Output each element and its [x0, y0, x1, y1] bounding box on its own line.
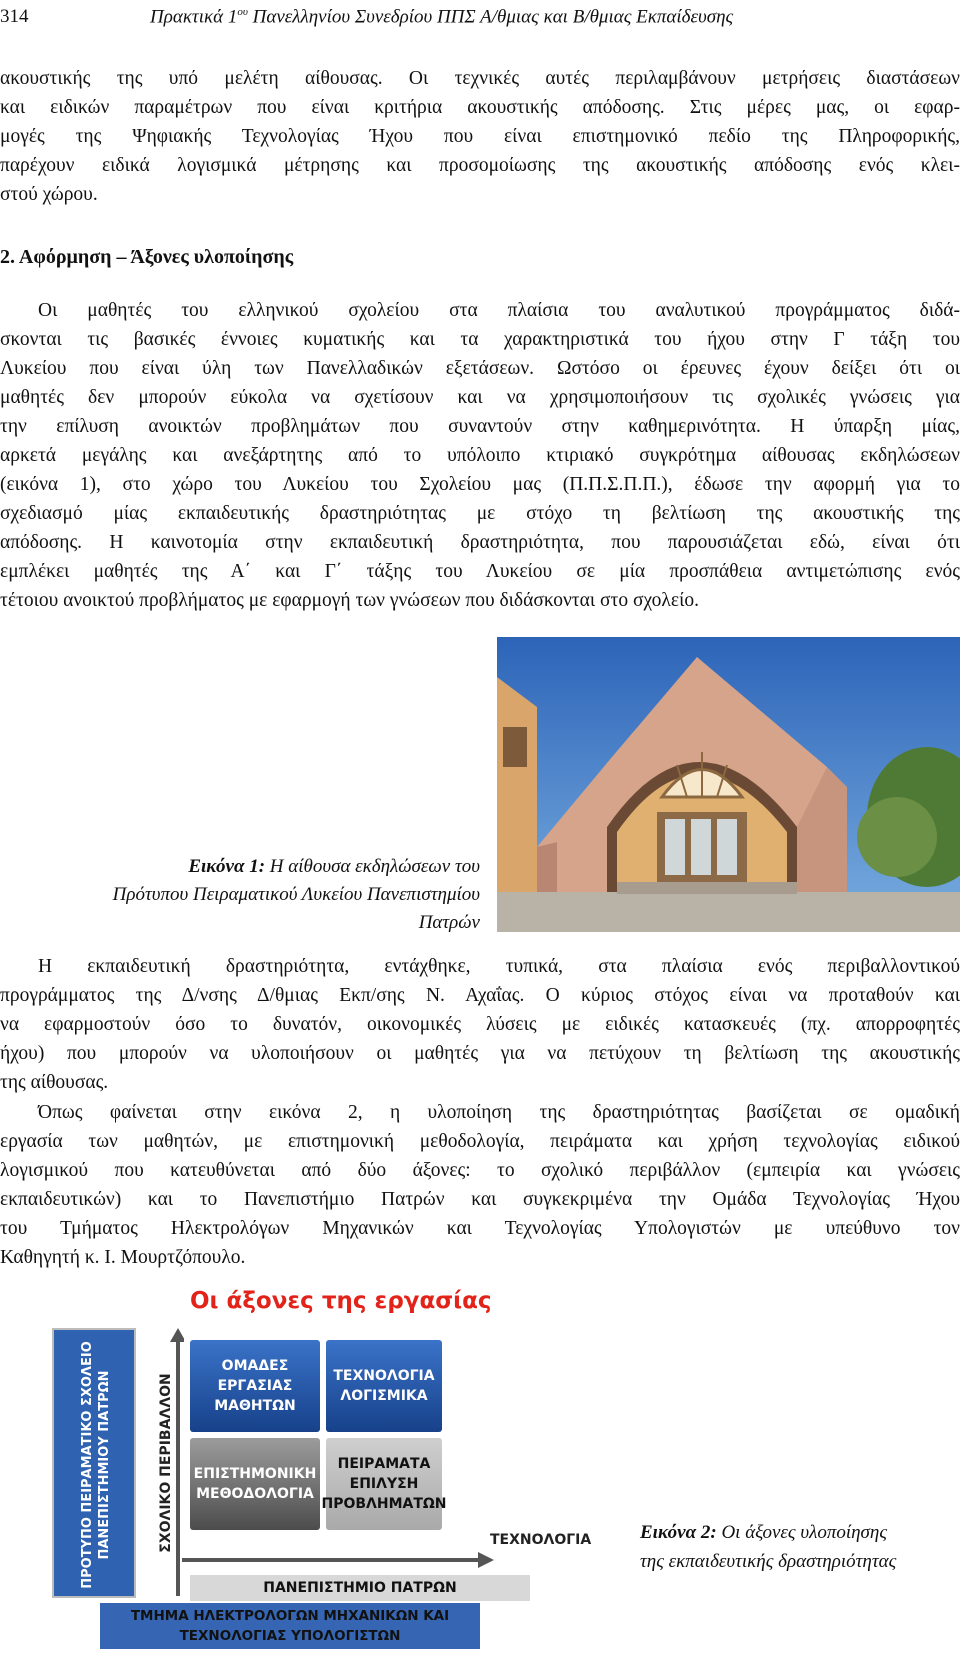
- department-bar: [100, 1603, 480, 1649]
- text-line: λογισμικού που κατευθύνεται από δύο άξονες: το σχολικό περιβάλλον (εμπειρία και γνώσεις: [0, 1160, 960, 1181]
- box-student-groups: [190, 1340, 320, 1432]
- box-br-line3: ΠΡΟΒΛΗΜΑΤΩΝ: [321, 1496, 447, 1512]
- running-title-post: Πανελληνίου Συνεδρίου ΠΠΣ Α/θμιας και Β/θμιας Εκπαίδευσης: [247, 6, 734, 28]
- text-line: σκονται τις βασικές έννοιες κυματικής και τα χαρακτηριστικά του ήχου στην Γ τάξη του: [0, 329, 960, 350]
- box-tr-line2: ΛΟΓΙΣΜΙΚΑ: [340, 1388, 428, 1404]
- text-line: μαθητές δεν μπορούν εύκολα να σχετίσουν και να χρησιμοποιήσουν τις σχολικές γνώσεις για: [0, 387, 960, 408]
- text-line: απόδοσης. Η καινοτομία στην εκπαιδευτική δραστηριότητα, που παρουσιάζεται εδώ, είναι ότι: [0, 532, 960, 553]
- figure-1-caption-line2: Πρότυπου Πειραματικού Λυκείου Πανεπιστημίου: [112, 884, 480, 905]
- horizontal-axis-label: ΤΕΧΝΟΛΟΓΙΑ: [490, 1532, 592, 1548]
- figure-2-caption-line1: Οι άξονες υλοποίησης: [716, 1522, 888, 1543]
- school-line2: ΠΑΝΕΠΙΣΤΗΜΙΟΥ ΠΑΤΡΩΝ: [97, 1370, 112, 1560]
- box-br-line1: ΠΕΙΡΑΜΑΤΑ: [337, 1456, 431, 1472]
- school-vertical-text: [54, 1330, 138, 1600]
- text-line: προγράμματος της Δ/νσης Δ/θμιας Εκπ/σης Ν. Αχαΐας. Ο κύριος στόχος είναι να προταθούν και: [0, 985, 960, 1006]
- figure-2-diagram: [40, 1288, 640, 1660]
- diagram-title: Οι άξονες της εργασίας: [190, 1288, 492, 1314]
- text-line: Λυκείου που είναι ύλη των Πανελλαδικών εξετάσεων. Ωστόσο οι έρευνες έχουν δείξει ότι οι: [0, 358, 960, 379]
- running-title: [150, 6, 733, 28]
- text-line: εκπαιδευτικών) και το Πανεπιστήμιο Πατρών και συγκεκριμένα την Ομάδα Τεχνολογίας Ήχου: [0, 1189, 960, 1210]
- paragraph-4: [0, 1098, 960, 1272]
- text-line: εργασία των μαθητών, με επιστημονική μεθοδολογία, πειράματα και χρήση τεχνολογίας ειδικού: [0, 1131, 960, 1152]
- text-line: Καθηγητή κ. Ι. Μουρτζόπουλο.: [0, 1247, 246, 1268]
- vertical-axis: [148, 1328, 184, 1598]
- text-line: να εφαρμοστούν όσο το δυνατόν, οικονομικές λύσεις με ειδικές κατασκευές (πχ. απορροφητές: [0, 1014, 960, 1035]
- running-title-pre: Πρακτικά 1: [150, 6, 238, 28]
- text-line: ήχου) που μπορούν να υλοποιήσουν οι μαθητές για να πετύχουν τη βελτίωση της ακουστικής: [0, 1043, 960, 1064]
- figure-2-caption: [640, 1518, 960, 1576]
- text-line: παρέχουν ειδικά λογισμικά μέτρησης και προσομοίωσης της ακουστικής απόδοσης ενός κλει-: [0, 155, 960, 176]
- text-line: στού χώρου.: [0, 184, 98, 205]
- text-line: εμπλέκει μαθητές της Α΄ και Γ΄ τάξης του Λυκείου σε μία προσπάθεια αντιμετώπισης ενός: [0, 561, 960, 582]
- paragraph-3: [0, 952, 960, 1097]
- figure-1-caption: [20, 853, 480, 937]
- school-line1: ΠΡΟΤΥΠΟ ΠΕΙΡΑΜΑΤΙΚΟ ΣΧΟΛΕΙΟ: [80, 1341, 95, 1589]
- text-line: σχεδιασμό μίας εκπαιδευτικής δραστηριότητας με στόχο τη βελτίωση της ακουστικής της: [0, 503, 960, 524]
- box-bl-line2: ΜΕΘΟΔΟΛΟΓΙΑ: [196, 1486, 314, 1502]
- school-vertical-bar: [52, 1328, 136, 1598]
- figure-2-caption-line2: της εκπαιδευτικής δραστηριότητας: [640, 1551, 897, 1572]
- figure-1-caption-line3: Πατρών: [418, 912, 480, 933]
- building-illustration: [497, 637, 960, 932]
- department-line2: ΤΕΧΝΟΛΟΓΙΑΣ ΥΠΟΛΟΓΙΣΤΩΝ: [179, 1628, 401, 1644]
- university-bar: ΠΑΝΕΠΙΣΤΗΜΙΟ ΠΑΤΡΩΝ: [190, 1575, 530, 1601]
- box-br-line2: ΕΠΙΛΥΣΗ: [349, 1476, 419, 1492]
- running-title-sup: ου: [237, 6, 248, 18]
- text-line: Οι μαθητές του ελληνικού σχολείου στα πλαίσια του αναλυτικού προγράμματος διδά-: [38, 300, 960, 321]
- figure-2-label: Εικόνα 2:: [640, 1522, 717, 1543]
- box-tr-line1: ΤΕΧΝΟΛΟΓΙΑ: [333, 1368, 435, 1384]
- figure-1-caption-line1: Η αίθουσα εκδηλώσεων του: [265, 856, 480, 877]
- text-line: Όπως φαίνεται στην εικόνα 2, η υλοποίηση της δραστηριότητας βασίζεται σε ομαδική: [38, 1102, 960, 1123]
- text-line: μογές της Ψηφιακής Τεχνολογίας Ήχου που είναι επιστημονικό πεδίο της Πληροφορικής,: [0, 126, 960, 147]
- section-paragraph: [0, 296, 960, 615]
- box-scientific-method: [190, 1438, 320, 1530]
- intro-paragraph: [0, 64, 960, 209]
- text-line: ακουστικής της υπό μελέτη αίθουσας. Οι τεχνικές αυτές περιλαμβάνουν μετρήσεις διαστάσεων: [0, 68, 960, 89]
- vertical-axis-label: ΣΧΟΛΙΚΟ ΠΕΡΙΒΑΛΛΟΝ: [158, 1373, 174, 1553]
- text-line: αρκετά μεγάλης και ανεξάρτητης από το υπόλοιπο κτιριακό συγκρότημα αίθουσας εκδηλώσεων: [0, 445, 960, 466]
- box-tl-line1: ΟΜΑΔΕΣ ΕΡΓΑΣΙΑΣ: [217, 1358, 293, 1394]
- box-tl-line2: ΜΑΘΗΤΩΝ: [214, 1398, 296, 1414]
- page-number: 314: [0, 6, 29, 27]
- text-line: (εικόνα 1), στο χώρο του Λυκείου του Σχολείου μας (Π.Π.Σ.Π.Π.), έδωσε την αφορμή για το: [0, 474, 960, 495]
- section-heading: 2. Αφόρμηση – Άξονες υλοποίησης: [0, 246, 294, 268]
- department-line1: ΤΜΗΜΑ ΗΛΕΚΤΡΟΛΟΓΩΝ ΜΗΧΑΝΙΚΩΝ ΚΑΙ: [130, 1608, 450, 1624]
- text-line: τέτοιου ανοικτού προβλήματος με εφαρμογή των γνώσεων που διδάσκονται στο σχολείο.: [0, 590, 699, 611]
- text-line: την επίλυση ανοικτών προβλημάτων που συναντούν στην καθημερινότητα. Η ύπαρξη μίας,: [0, 416, 960, 437]
- text-line: και ειδικών παραμέτρων που είναι κριτήρια ακουστικής απόδοσης. Στις μέρες μας, οι εφαρ-: [0, 97, 960, 118]
- box-technology-software: [326, 1340, 442, 1432]
- text-line: Η εκπαιδευτική δραστηριότητα, εντάχθηκε, τυπικά, στα πλαίσια ενός περιβαλλοντικού: [38, 956, 960, 977]
- box-experiments: [321, 1438, 447, 1530]
- page-header: [0, 6, 960, 32]
- figure-1-photo: [497, 637, 960, 932]
- text-line: του Τμήματος Ηλεκτρολόγων Μηχανικών και Τεχνολογίας Υπολογιστών με υπεύθυνο τον: [0, 1218, 960, 1239]
- text-line: της αίθουσας.: [0, 1072, 109, 1093]
- box-bl-line1: ΕΠΙΣΤΗΜΟΝΙΚΗ: [193, 1466, 317, 1482]
- figure-1-label: Εικόνα 1:: [188, 856, 266, 877]
